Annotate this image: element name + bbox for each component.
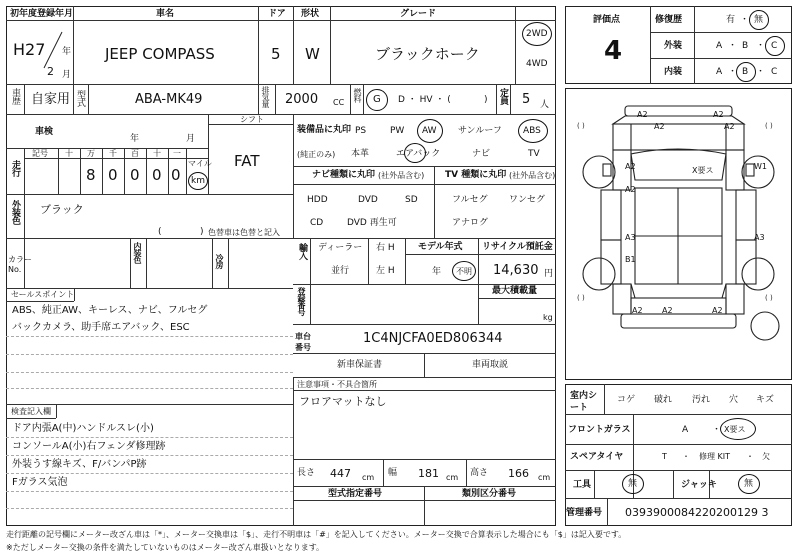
- fuel-close: ): [484, 95, 488, 105]
- tools-value: 無: [628, 479, 638, 489]
- mile-label: マイル: [188, 159, 212, 168]
- shape-label: 形状: [301, 9, 320, 19]
- reg-era: H27: [13, 40, 46, 59]
- svg-text:( ): ( ): [765, 294, 773, 302]
- equip-sunroof: サンルーフ: [458, 126, 502, 136]
- type-no-label: 型式指定番号: [328, 489, 383, 499]
- mark-7: A2: [625, 185, 636, 194]
- interior-label: 内装色: [133, 242, 142, 263]
- displacement: 2000: [285, 92, 319, 107]
- new-warranty: 新車保証書: [337, 360, 383, 370]
- digit-label-1: 万: [87, 149, 95, 158]
- height-label: 高さ: [470, 468, 489, 478]
- recycle-label: リサイクル預託金: [482, 242, 553, 252]
- length-unit: cm: [362, 473, 375, 482]
- model-value: ABA-MK49: [135, 92, 203, 107]
- mark-10: B1: [625, 255, 636, 264]
- model-year-unit: 年: [432, 267, 442, 277]
- manual: 車両取説: [472, 360, 509, 370]
- colorno-no: No.: [8, 265, 22, 274]
- spare-dot1: ・: [682, 452, 690, 461]
- shift-value: FAT: [234, 152, 260, 170]
- color-value: ブラック: [40, 203, 84, 216]
- import-left-h: 左 H: [376, 266, 395, 276]
- drive-2wd: 2WD: [526, 29, 548, 39]
- inspector-label: 検査記入欄: [11, 407, 51, 416]
- car-name: JEEP COMPASS: [105, 45, 215, 63]
- inspector-line-1: コンソールA(小)右フェンダ修理跡: [12, 441, 166, 452]
- svg-text:( ): ( ): [577, 122, 585, 130]
- shaken-year-unit: 年: [130, 134, 140, 144]
- colorno-label: カラー: [8, 255, 32, 264]
- mark-13: A2: [712, 306, 723, 315]
- mark-6: W1: [754, 162, 767, 171]
- jack-label: ジャッキ: [681, 480, 717, 490]
- ext-c: C: [771, 41, 778, 51]
- import-parallel: 並行: [331, 266, 350, 276]
- cap-label: 定員: [498, 88, 508, 104]
- usage-label: 車歴: [10, 88, 20, 104]
- equip-label: 装備品に丸印: [297, 125, 352, 135]
- reg-month-unit: 月: [62, 70, 72, 80]
- score-label: 評価点: [593, 15, 621, 25]
- nav-header-note: (社外品含む): [378, 171, 425, 180]
- mgmt-label: 管理番号: [566, 508, 603, 518]
- capacity: 5: [522, 92, 531, 107]
- code-label: 記号: [32, 149, 48, 158]
- seat-opt-1: 破れ: [654, 395, 673, 405]
- model-label: 型式: [75, 90, 85, 106]
- fuel-g: G: [373, 94, 381, 105]
- recycle-value: 14,630: [493, 263, 539, 278]
- nav-header: ナビ種類に丸印: [312, 170, 376, 180]
- int-dot1: ・: [728, 67, 738, 77]
- fuel-options: D ・ HV ・ (: [398, 95, 451, 105]
- reg-no-label: 登録番号: [297, 287, 306, 315]
- reg-slash: [42, 30, 64, 70]
- int-b: B: [742, 67, 749, 77]
- equip-aw: AW: [422, 126, 437, 136]
- usage-value: 自家用: [31, 92, 71, 107]
- ac-label: 冷房: [215, 254, 224, 268]
- shaken-month-unit: 月: [186, 134, 196, 144]
- repair-no: 無: [754, 15, 764, 25]
- height-value: 166: [508, 467, 529, 480]
- cap-unit: 人: [540, 100, 550, 110]
- nav-sd: SD: [405, 195, 418, 205]
- svg-text:( ): ( ): [765, 122, 773, 130]
- spare-dot2: ・: [746, 452, 754, 461]
- repair-dot: ・: [740, 15, 750, 25]
- sales-line-0: ABS、純正AW、キーレス、ナビ、フルセグ: [12, 305, 208, 316]
- grade-value: ブラックホーク: [375, 45, 480, 63]
- color-paren-open: (: [158, 227, 162, 237]
- grade-label: グレード: [400, 9, 437, 19]
- mark-2: A2: [654, 122, 665, 131]
- recycle-yen: 円: [544, 269, 554, 279]
- ext-a: A: [716, 41, 723, 51]
- notes-text: フロアマットなし: [299, 395, 387, 408]
- equip-leather: 本革: [351, 149, 370, 159]
- mileage-label: 走行: [10, 160, 20, 176]
- inspector-line-0: ドア内張A(中)ハンドルスレ(小): [12, 423, 154, 434]
- car-name-label: 車名: [156, 9, 175, 19]
- shaken-label: 車検: [35, 127, 54, 137]
- width-unit: cm: [446, 473, 459, 482]
- seat-opt-2: 汚れ: [692, 395, 711, 405]
- max-load-label: 最大積載量: [492, 286, 538, 296]
- shape-value: W: [305, 45, 320, 63]
- footer-line-1: 走行距離の記号欄にメーター改ざん車は「*」、メーター交換車は「$」、走行不明車は「#」を記入してください。メーター交換で合算表示した場合にも「$」は記入要です。: [6, 530, 627, 539]
- ext-label: 外装: [664, 41, 683, 51]
- spare-kit: 修理 KIT: [699, 452, 731, 461]
- mark-8: A3: [625, 233, 636, 242]
- sales-line-1: バックカメラ、助手席エアバック、ESC: [12, 322, 190, 333]
- mgmt-no: 0393900084220200129 3: [625, 506, 769, 519]
- mileage-digit-3: 0: [152, 166, 162, 184]
- disp-label: 排気量: [261, 86, 270, 107]
- import-label: 輸入: [297, 243, 307, 259]
- int-c: C: [771, 67, 778, 77]
- equip-ps: PS: [355, 126, 367, 136]
- equip-tv: TV: [528, 149, 540, 159]
- mileage-digit-0: 8: [86, 166, 96, 184]
- ext-dot1: ・: [728, 41, 738, 51]
- km-label: km: [191, 176, 205, 186]
- first-reg-label: 初年度登録年月: [10, 9, 74, 19]
- width-label: 幅: [388, 468, 398, 478]
- mileage-digit-2: 0: [130, 166, 140, 184]
- tools-label: 工具: [573, 480, 592, 490]
- inspector-line-3: Fガラス気泡: [12, 477, 68, 488]
- equip-sublabel: (純正のみ): [297, 150, 336, 159]
- mark-4: X要ス: [692, 166, 714, 175]
- tv-fullseg: フルセグ: [452, 195, 488, 205]
- digit-label-4: 十: [153, 149, 161, 158]
- class-no-label: 類別区分番号: [462, 489, 517, 499]
- int-dot2: ・: [756, 67, 766, 77]
- nav-dvd-play: DVD 再生可: [347, 218, 397, 228]
- shift-label: シフト: [240, 115, 264, 124]
- score-value: 4: [604, 36, 623, 66]
- reg-year-unit: 年: [62, 47, 72, 57]
- footer-line-2: ※ただしメーター交換の条件を満たしていないものはメーター改ざん車扱いとなります。: [6, 543, 325, 552]
- fuel-label: 燃料: [353, 88, 362, 102]
- color-label: 外装色: [10, 200, 20, 224]
- tv-oneseg: ワンセグ: [509, 195, 546, 205]
- nav-dvd: DVD: [358, 195, 378, 205]
- mark-11: A2: [632, 306, 643, 315]
- ext-dot2: ・: [756, 41, 766, 51]
- tv-header: TV 種類に丸印: [445, 170, 507, 180]
- equip-airbag: エアバック: [396, 149, 441, 159]
- tv-header-note: (社外品含む): [509, 171, 556, 180]
- equip-pw: PW: [390, 126, 405, 136]
- mark-0: A2: [637, 110, 648, 119]
- equip-navi: ナビ: [472, 149, 491, 159]
- chassis-label: 車台番号: [295, 332, 311, 352]
- import-right-h: 右 H: [376, 243, 395, 253]
- length-label: 長さ: [297, 468, 316, 478]
- inspector-line-2: 外装うす線キズ、F/バンパP跡: [12, 459, 147, 470]
- int-a: A: [716, 67, 723, 77]
- int-label: 内装: [664, 67, 683, 77]
- glass-dot: ・: [712, 425, 722, 435]
- equip-abs: ABS: [523, 126, 541, 136]
- seat-opt-0: コゲ: [617, 395, 636, 405]
- nav-hdd: HDD: [307, 195, 328, 205]
- jack-value: 無: [744, 479, 754, 489]
- drive-4wd: 4WD: [526, 59, 548, 69]
- seat-opt-3: 穴: [729, 395, 739, 405]
- spare-none: 欠: [762, 452, 770, 461]
- door-label: ドア: [268, 9, 286, 19]
- seat-label: 室内シート: [570, 391, 598, 413]
- chassis-no: 1C4NJCFA0ED806344: [363, 331, 503, 346]
- max-load-kg: kg: [543, 313, 553, 322]
- mileage-digit-1: 0: [108, 166, 118, 184]
- color-paren-close: ): [200, 227, 204, 237]
- digit-label-3: 百: [131, 149, 139, 158]
- tv-analog: アナログ: [452, 218, 489, 228]
- seat-opt-4: キズ: [756, 395, 774, 405]
- mileage-digit-4: 0: [171, 166, 181, 184]
- mark-1: A2: [713, 110, 724, 119]
- glass-x: X要ス: [724, 425, 746, 434]
- reg-month: 2: [47, 65, 54, 78]
- svg-text:( ): ( ): [577, 294, 585, 302]
- door-count: 5: [271, 45, 281, 63]
- height-unit: cm: [538, 473, 551, 482]
- model-year-label: モデル年式: [418, 242, 463, 252]
- digit-label-0: 十: [65, 149, 73, 158]
- mark-12: A2: [662, 306, 673, 315]
- model-year-unknown: 不明: [456, 267, 472, 276]
- length-value: 447: [330, 467, 351, 480]
- glass-label: フロントガラス: [568, 425, 631, 435]
- mark-5: A2: [625, 162, 636, 171]
- glass-a: A: [682, 425, 689, 435]
- sales-label: セールスポイント: [11, 290, 75, 299]
- ext-b: B: [742, 41, 749, 51]
- spare-label: スペアタイヤ: [570, 452, 624, 462]
- mark-9: A3: [754, 233, 765, 242]
- nav-cd: CD: [310, 218, 324, 228]
- color-note: 色替車は色替と記入: [208, 228, 280, 237]
- notes-label: 注意事項・不具合箇所: [297, 380, 377, 389]
- repair-label: 修復歴: [655, 15, 683, 25]
- repair-yes: 有: [726, 15, 736, 25]
- spare-t: T: [662, 452, 667, 461]
- digit-label-5: 一: [173, 149, 181, 158]
- digit-label-2: 千: [109, 149, 117, 158]
- import-dealer: ディーラー: [318, 243, 363, 253]
- width-value: 181: [418, 467, 439, 480]
- disp-unit: CC: [333, 98, 345, 107]
- mark-3: A2: [724, 122, 735, 131]
